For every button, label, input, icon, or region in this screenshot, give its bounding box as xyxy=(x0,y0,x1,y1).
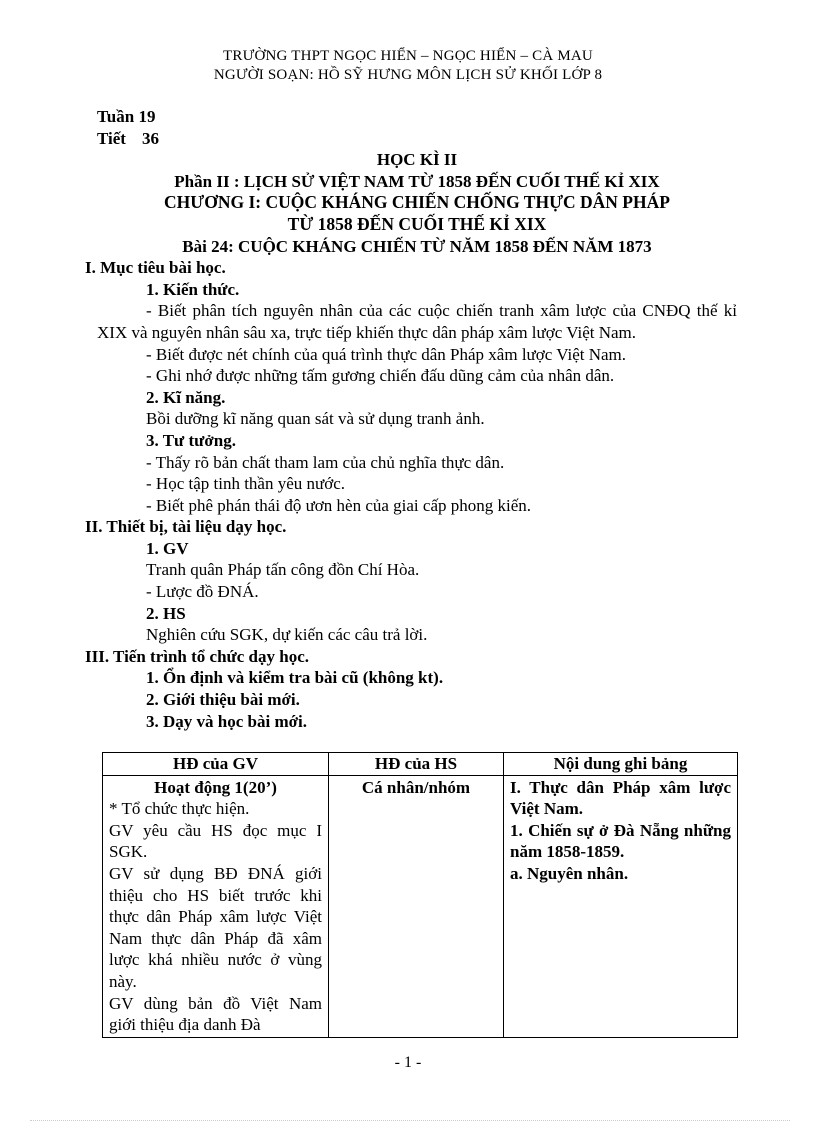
step-3: 3. Dạy và học bài mới. xyxy=(146,711,308,731)
table-header-row xyxy=(103,753,738,776)
hs-item-1: Nghiên cứu SGK, dự kiến các câu trả lời. xyxy=(146,625,428,645)
knowledge-item-2: - Biết được nét chính của quá trình thực dân Pháp xâm lược Việt Nam. xyxy=(146,344,627,364)
step-1: 1. Ổn định và kiểm tra bài cũ (không kt). xyxy=(146,668,444,688)
page-number: - 1 - xyxy=(394,1054,422,1071)
section3-heading: III. Tiến trình tổ chức dạy học. xyxy=(85,646,309,666)
lesson-title: Bài 24: CUỘC KHÁNG CHIẾN TỪ NĂM 1858 ĐẾN NĂM 1873 xyxy=(182,236,652,256)
header-school: TRƯỜNG THPT NGỌC HIỂN – NGỌC HIỂN – CÀ MAU xyxy=(223,48,593,64)
step-2: 2. Giới thiệu bài mới. xyxy=(146,690,300,710)
thought-item-3: - Biết phê phán thái độ ươn hèn của giai cấp phong kiến. xyxy=(146,495,532,515)
header-hs: HĐ của HS xyxy=(329,753,504,776)
table-row xyxy=(103,775,738,1037)
header-author: NGƯỜI SOẠN: HỒ SỸ HƯNG MÔN LỊCH SỬ KHỐI LỚP 8 xyxy=(213,67,603,83)
gv-item-2: - Lược đồ ĐNÁ. xyxy=(146,582,259,602)
document-header xyxy=(0,47,816,85)
period-label xyxy=(97,128,737,150)
week-label xyxy=(97,106,737,128)
section2-heading: II. Thiết bị, tài liệu dạy học. xyxy=(85,517,287,537)
thought-item-1: - Thấy rõ bản chất tham lam của chủ nghĩa thực dân. xyxy=(146,452,505,472)
week-text: Tuần 19 xyxy=(97,107,156,126)
period-label-text: Tiết xyxy=(97,128,126,148)
page-bottom-divider xyxy=(30,1120,790,1121)
knowledge-item-1 xyxy=(97,300,737,343)
activity-title: Hoạt động 1(20’) xyxy=(154,777,277,797)
gv-line-2: GV yêu cầu HS đọc mục I SGK. xyxy=(109,820,322,862)
gv-line-1: * Tổ chức thực hiện. xyxy=(109,799,250,819)
gv-heading: 1. GV xyxy=(146,538,189,558)
document-body xyxy=(85,106,737,732)
lesson-plan-table xyxy=(102,752,738,1038)
hs-heading: 2. HS xyxy=(146,603,186,623)
content-line-3: a. Nguyên nhân. xyxy=(510,863,629,883)
header-gv: HĐ của GV xyxy=(103,753,329,776)
chapter-title-line1: CHƯƠNG I: CUỘC KHÁNG CHIẾN CHỐNG THỰC DÂN PHÁP xyxy=(164,192,670,213)
gv-line-4: GV dùng bản đồ Việt Nam giới thiệu địa danh Đà xyxy=(109,993,322,1035)
section1-heading: I. Mục tiêu bài học. xyxy=(85,258,226,278)
knowledge-item-1-text: - Biết phân tích nguyên nhân của các cuộc chiến tranh xâm lược của CNĐQ thế kỉ XIX và nguyên nhân sâu xa, trực tiếp khiến thực dân pháp xâm lược Việt Nam. xyxy=(97,301,737,342)
hs-cell: Cá nhân/nhóm xyxy=(329,775,504,1037)
gv-line-3: GV sử dụng BĐ ĐNÁ giới thiệu cho HS biết trước khi thực dân Pháp xâm lược Việt Nam thực dân Pháp đã xâm lược khá nhiều nước ở vùng này. xyxy=(109,863,322,991)
gv-cell xyxy=(103,775,329,1037)
content-cell xyxy=(504,775,738,1037)
knowledge-item-3: - Ghi nhớ được những tấm gương chiến đấu dũng cảm của nhân dân. xyxy=(146,366,615,386)
content-line-2: 1. Chiến sự ở Đà Nẵng những năm 1858-1859. xyxy=(510,820,731,862)
content-line-1: I. Thực dân Pháp xâm lược Việt Nam. xyxy=(510,777,731,819)
thought-item-2: - Học tập tinh thần yêu nước. xyxy=(146,474,346,494)
header-content: Nội dung ghi bảng xyxy=(504,753,738,776)
semester-title: HỌC KÌ II xyxy=(376,150,458,170)
gv-item-1: Tranh quân Pháp tấn công đồn Chí Hòa. xyxy=(146,560,420,580)
skills-heading: 2. Kĩ năng. xyxy=(146,387,226,407)
skills-text: Bồi dưỡng kĩ năng quan sát và sử dụng tranh ảnh. xyxy=(146,409,485,429)
knowledge-heading: 1. Kiến thức. xyxy=(146,279,240,299)
chapter-title-line2: TỪ 1858 ĐẾN CUỐI THẾ KỈ XIX xyxy=(287,213,547,234)
part-title: Phần II : LỊCH SỬ VIỆT NAM TỪ 1858 ĐẾN CUỐI THẾ KỈ XIX xyxy=(174,171,660,191)
period-value: 36 xyxy=(141,128,159,148)
thought-heading: 3. Tư tưởng. xyxy=(146,430,236,450)
